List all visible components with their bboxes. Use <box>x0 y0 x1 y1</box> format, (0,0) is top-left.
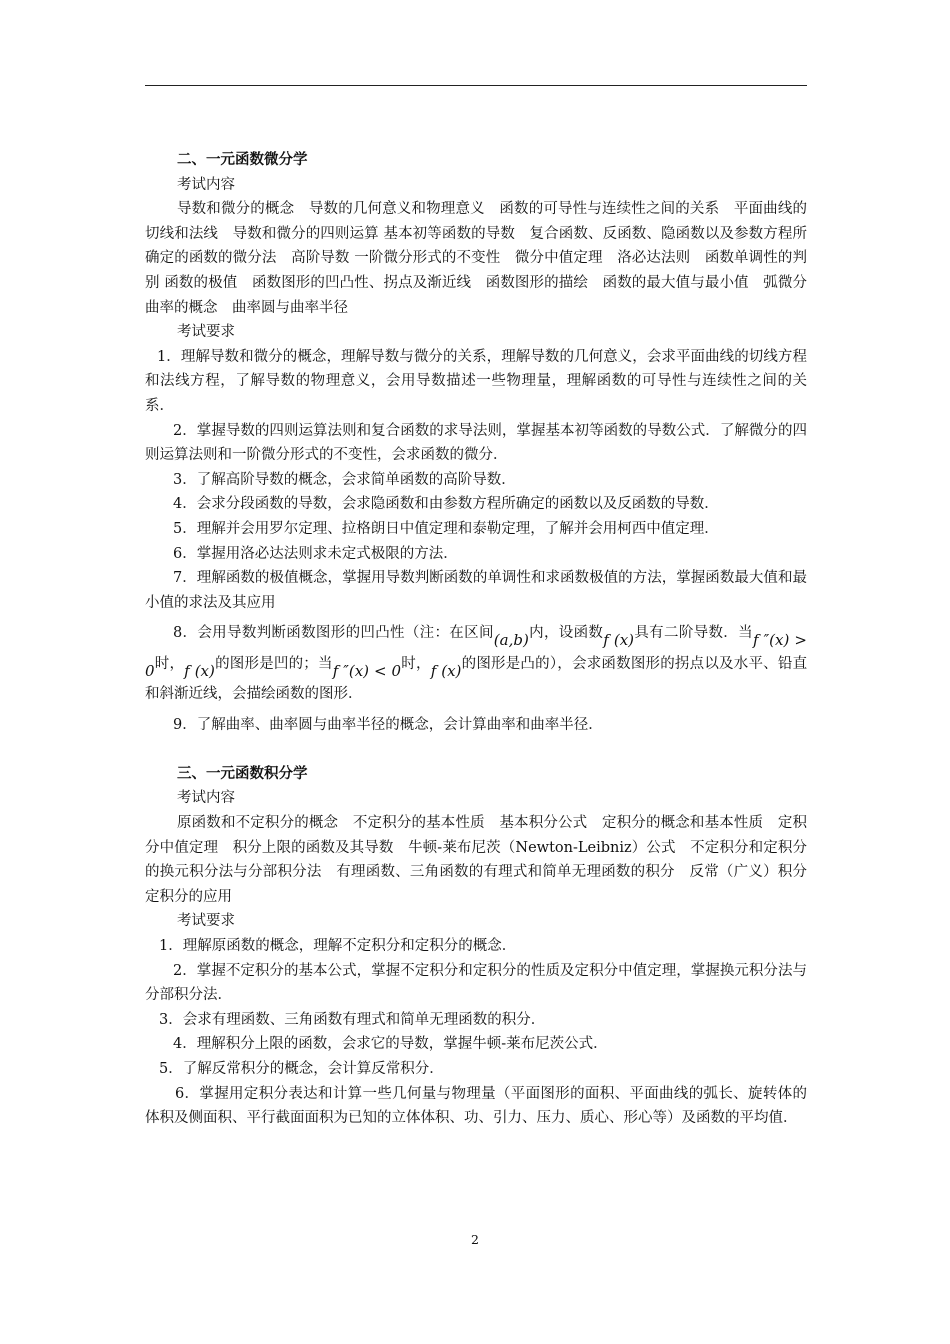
s3-requirement-6: 6．掌握用定积分表达和计算一些几何量与物理量（平面图形的面积、平面曲线的弧长、旋转体的体积及侧面积、平行截面面积为已知的立体体积、功、引力、压力、质心、形心等）及函数的平均值． <box>145 1085 807 1127</box>
req8-text-3: 具有二阶导数．当 <box>634 625 753 642</box>
s3-requirement-3: 3．会求有理函数、三角函数有理式和简单无理函数的积分． <box>159 1011 546 1028</box>
second-derivative-negative-formula: f ″(x) < 0 <box>332 662 402 681</box>
second-derivative-positive-formula: f ″(x) > 0 <box>145 631 808 681</box>
req8-text-4: 时， <box>154 656 185 673</box>
req8-text-2: 内，设函数 <box>528 625 604 642</box>
s2-requirement-8 <box>145 617 807 709</box>
section-3-heading: 三、一元函数积分学 <box>177 764 308 782</box>
page-body <box>145 148 822 1131</box>
section-3-content-label: 考试内容 <box>177 790 235 807</box>
s2-requirement-9: 9．了解曲率、曲率圆与曲率半径的概念，会计算曲率和曲率半径． <box>173 717 603 734</box>
s2-requirement-7: 7．理解函数的极值概念，掌握用导数判断函数的单调性和求函数极值的方法，掌握函数最大值和最小值的求法及其应用 <box>145 570 807 611</box>
s2-requirement-6: 6．掌握用洛必达法则求未定式极限的方法． <box>173 545 458 562</box>
header-rule <box>145 85 807 86</box>
function-formula: f (x) <box>430 662 462 681</box>
s2-requirement-1: 1．理解导数和微分的概念，理解导数与微分的关系，理解导数的几何意义，会求平面曲线的切线方程和法线方程，了解导数的物理意义，会用导数描述一些物理量，理解函数的可导性与连续性之间的关系． <box>145 348 807 414</box>
req8-text-7: 的图形是凸的），会求函数图形的拐点以及水平、铅直和斜渐近线，会描绘函数的图形． <box>145 656 808 703</box>
s2-requirement-5: 5．理解并会用罗尔定理、拉格朗日中值定理和泰勒定理，了解并会用柯西中值定理． <box>173 520 719 537</box>
function-formula: f (x) <box>603 631 635 650</box>
req8-text-6: 时， <box>401 656 431 673</box>
req8-text-1: 8．会用导数判断函数图形的凹凸性（注：在区间 <box>173 625 494 642</box>
section-2-content-text: 导数和微分的概念 导数的几何意义和物理意义 函数的可导性与连续性之间的关系 平面曲线的切线和法线 导数和微分的四则运算 基本初等函数的导数 复合函数、反函数、隐函数以及参数方程所确定的函数的微分法 高阶导数 一阶微分形式的不变性 微分中值定理 洛必达法则 函数单调性的判别 函数的极值 函数图形的凹凸性、拐点及渐近线 函数图形的描绘 函数的最大值与最小值 弧微分 曲率的概念 曲率圆与曲率半径 <box>145 201 822 316</box>
section-3-requirements-label: 考试要求 <box>177 913 235 930</box>
s3-requirement-1: 1．理解原函数的概念，理解不定积分和定积分的概念． <box>159 938 517 955</box>
page-number: 2 <box>471 1232 479 1247</box>
section-2-content-label: 考试内容 <box>177 176 235 193</box>
interval-formula: (a,b) <box>493 631 529 650</box>
section-gap <box>145 738 807 762</box>
s2-requirement-4: 4．会求分段函数的导数，会求隐函数和由参数方程所确定的函数以及反函数的导数． <box>173 496 719 513</box>
s3-requirement-2: 2．掌握不定积分的基本公式，掌握不定积分和定积分的性质及定积分中值定理，掌握换元积分法与分部积分法． <box>145 962 807 1004</box>
section-2-heading: 二、一元函数微分学 <box>177 151 308 168</box>
s3-requirement-4: 4．理解积分上限的函数，会求它的导数，掌握牛顿-莱布尼茨公式． <box>173 1036 608 1053</box>
s2-requirement-3: 3．了解高阶导数的概念，会求简单函数的高阶导数． <box>173 471 516 488</box>
s2-requirement-2: 2．掌握导数的四则运算法则和复合函数的求导法则，掌握基本初等函数的导数公式．了解微分的四则运算法则和一阶微分形式的不变性，会求函数的微分． <box>145 422 807 464</box>
section-2-requirements-label: 考试要求 <box>177 324 235 341</box>
section-3-content-text: 原函数和不定积分的概念 不定积分的基本性质 基本积分公式 定积分的概念和基本性质 定积分中值定理 积分上限的函数及其导数 牛顿-莱布尼茨（Newton-Leibniz）公式 不定积分和定积分的换元积分法与分部积分法 有理函数、三角函数的有理式和简单无理函数的积分 反常（广义）积分 定积分的应用 <box>145 815 822 905</box>
req8-text-5: 的图形是凹的；当 <box>214 656 333 673</box>
s3-requirement-5: 5．了解反常积分的概念，会计算反常积分． <box>159 1061 444 1077</box>
function-formula: f (x) <box>184 662 215 681</box>
